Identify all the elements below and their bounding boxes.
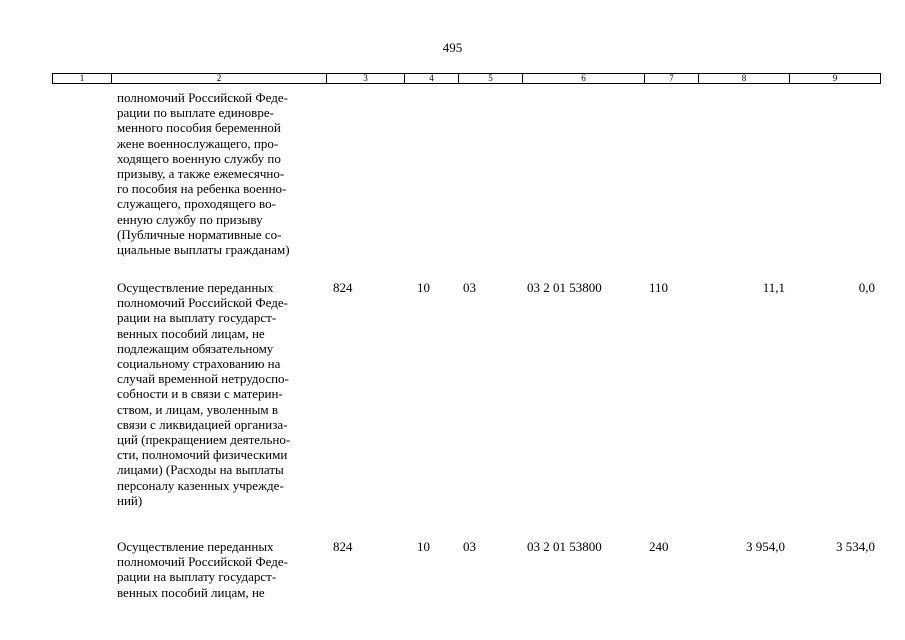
cell-amount-9: 3 534,0: [836, 539, 875, 554]
cell-subsection: 03: [463, 539, 476, 554]
header-cell-1: 1: [53, 74, 112, 83]
row-description: Осуществление переданных полномочий Российской Феде- рации на выплату государст- венных пособий лицам, не подлежащим обязательному социальному страхованию на случай временной нетрудоспо- собности и в связи с материн- ством, и лицам, уволенным в связи с ликвидацией организа- ций (прекращением деятельно- сти, полномочий физическими лицами) (Расходы на выплаты персоналу казенных учрежде- ний): [117, 280, 291, 508]
cell-amount-8: 3 954,0: [746, 539, 785, 554]
table-header: [52, 73, 881, 84]
cell-section: 10: [417, 539, 430, 554]
cell-section: 10: [417, 280, 430, 295]
cell-expense-type: 240: [649, 539, 669, 554]
header-cell-6: 6: [523, 74, 645, 83]
cell-ministry-code: 824: [333, 280, 353, 295]
cell-target-article: 03 2 01 53800: [527, 539, 602, 554]
cell-target-article: 03 2 01 53800: [527, 280, 602, 295]
row-description: полномочий Российской Феде- рации по выплате единовре- менного пособия беременной жене военнослужащего, про- ходящего военную службу по призыву, а также ежемесячно- го пособия на ребенка военно- служащего, проходящего во- енную службу по призыву (Публичные нормативные со- циальные выплаты гражданам): [117, 90, 290, 258]
header-cell-3: 3: [327, 74, 405, 83]
row-description: Осуществление переданных полномочий Российской Феде- рации на выплату государст- венных пособий лицам, не: [117, 539, 288, 600]
cell-amount-9: 0,0: [858, 280, 875, 295]
cell-ministry-code: 824: [333, 539, 353, 554]
header-cell-4: 4: [405, 74, 459, 83]
cell-amount-8: 11,1: [762, 280, 785, 295]
header-cell-7: 7: [645, 74, 699, 83]
cell-expense-type: 110: [649, 280, 669, 295]
header-cell-8: 8: [699, 74, 790, 83]
cell-subsection: 03: [463, 280, 476, 295]
page-number: 495: [442, 40, 463, 55]
header-cell-5: 5: [459, 74, 523, 83]
header-cell-9: 9: [832, 73, 838, 83]
header-cell-2: 2: [112, 74, 327, 83]
